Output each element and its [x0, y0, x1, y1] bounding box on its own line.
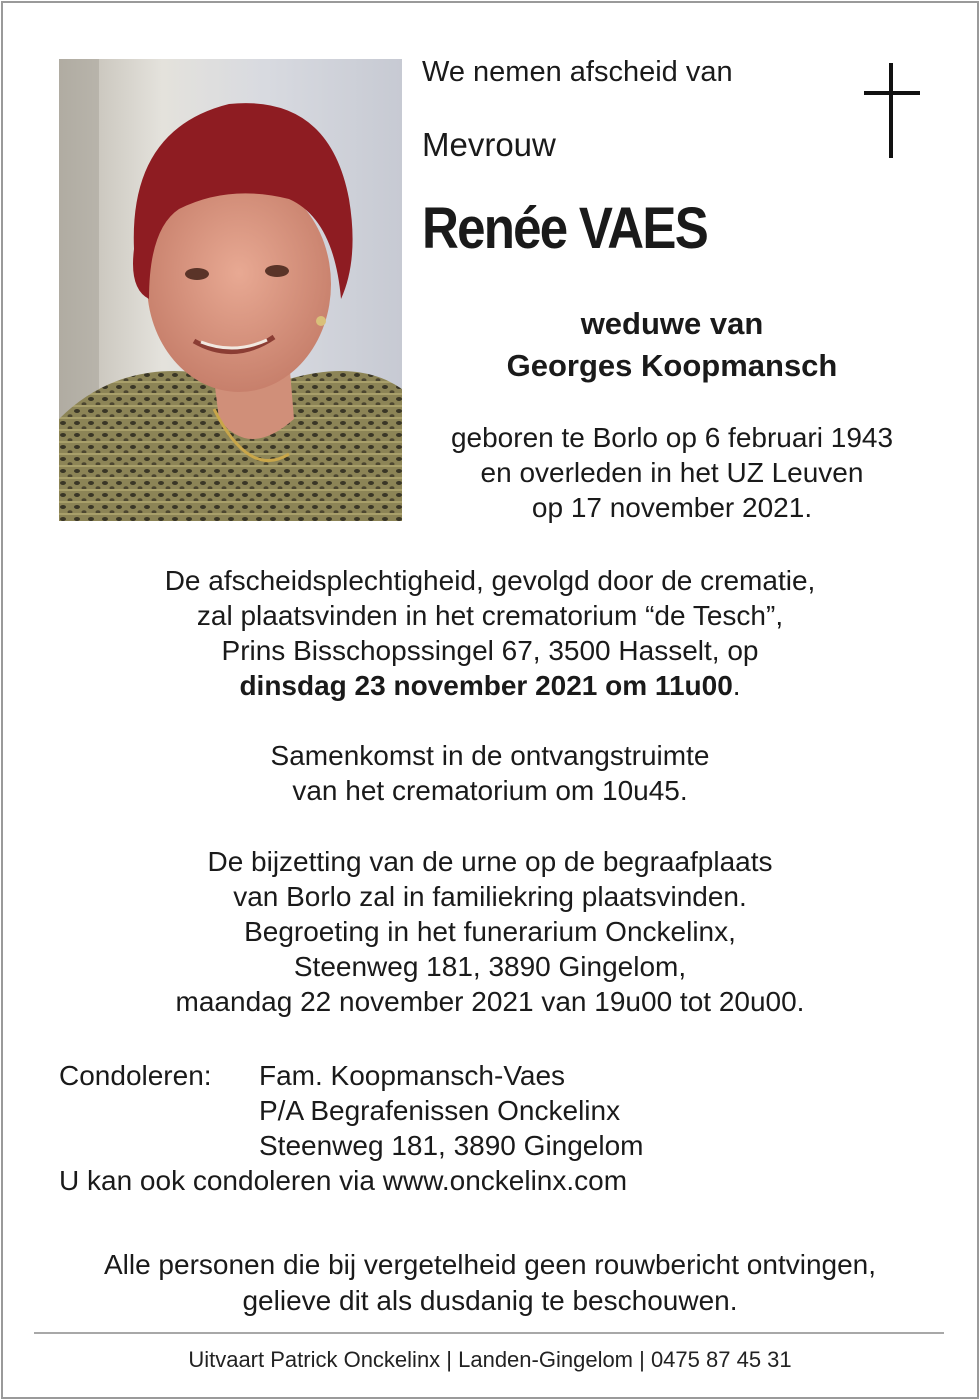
cross-icon	[864, 63, 920, 158]
spouse-line-2: Georges Koopmansch	[506, 348, 838, 383]
condolences-row	[59, 1058, 939, 1093]
notice-text	[40, 1247, 940, 1319]
urn-line-3: Begroeting in het funerarium Onckelinx,	[244, 916, 736, 947]
urn-line-4: Steenweg 181, 3890 Gingelom,	[293, 951, 687, 982]
spouse-line-1: weduwe van	[580, 306, 764, 341]
footer-text: Uitvaart Patrick Onckelinx | Landen-Gingelom | 0475 87 45 31	[188, 1347, 792, 1372]
condolences-line-1: Fam. Koopmansch-Vaes	[259, 1060, 566, 1091]
ceremony-info	[40, 563, 940, 703]
ceremony-line-1: De afscheidsplechtigheid, gevolgd door de crematie,	[164, 565, 816, 596]
gathering-info	[40, 738, 940, 808]
dates-line-3: op 17 november 2021.	[531, 492, 813, 523]
deceased-name: Renée VAES	[422, 196, 707, 261]
intro-text: We nemen afscheid van	[422, 56, 733, 88]
condolences-line-3: Steenweg 181, 3890 Gingelom	[259, 1130, 644, 1161]
ceremony-date-suffix: .	[732, 670, 741, 701]
condolences-info	[59, 1058, 939, 1198]
spouse-info	[422, 303, 922, 387]
gathering-line-2: van het crematorium om 10u45.	[292, 775, 688, 806]
urn-line-2: van Borlo zal in familiekring plaatsvinden.	[233, 881, 747, 912]
life-dates	[422, 420, 922, 525]
ceremony-date: dinsdag 23 november 2021 om 11u00	[239, 670, 733, 701]
dates-line-1: geboren te Borlo op 6 februari 1943	[450, 422, 894, 453]
dates-line-2: en overleden in het UZ Leuven	[480, 457, 864, 488]
notice-line-2: gelieve dit als dusdanig te beschouwen.	[242, 1285, 738, 1316]
urn-line-1: De bijzetting van de urne op de begraafplaats	[207, 846, 773, 877]
ceremony-date-line	[40, 668, 940, 703]
ceremony-line-2: zal plaatsvinden in het crematorium “de Tesch”,	[196, 600, 784, 631]
salutation: Mevrouw	[422, 126, 556, 163]
urn-info	[40, 844, 940, 1019]
condolences-line-2: P/A Begrafenissen Onckelinx	[259, 1095, 621, 1126]
urn-line-5: maandag 22 november 2021 van 19u00 tot 20u00.	[175, 986, 805, 1017]
footer-divider	[34, 1332, 944, 1334]
notice-line-1: Alle personen die bij vergetelheid geen rouwbericht ontvingen,	[103, 1249, 877, 1280]
ceremony-line-3: Prins Bisschopssingel 67, 3500 Hasselt, op	[221, 635, 759, 666]
condolences-online: U kan ook condoleren via www.onckelinx.com	[59, 1165, 628, 1196]
condolences-label: Condoleren:	[59, 1060, 212, 1091]
gathering-line-1: Samenkomst in de ontvangstruimte	[270, 740, 710, 771]
portrait-photo	[59, 59, 402, 521]
